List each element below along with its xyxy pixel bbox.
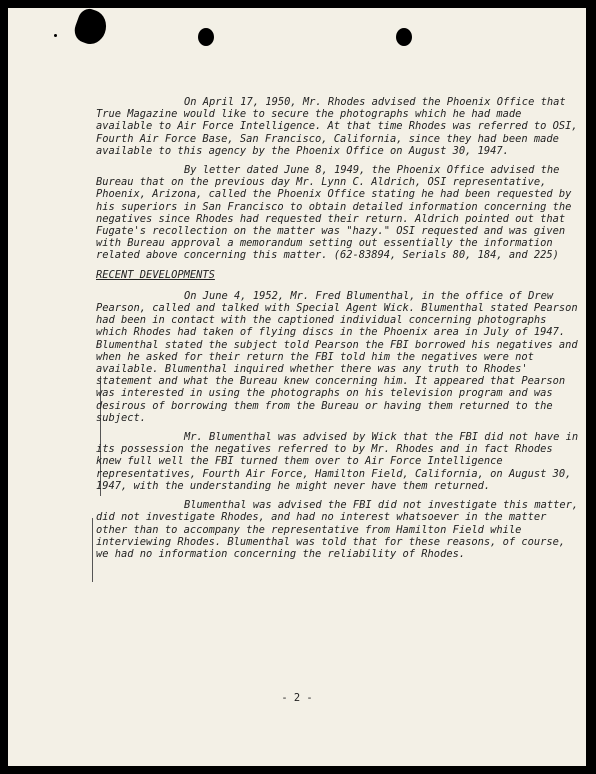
paragraph-june-1952: On June 4, 1952, Mr. Fred Blumenthal, in the office of Drew Pearson, called and talked with Special Agent Wick. Blumenthal stated Pearson had been in contact with the captioned individual concerning photographs which Rhodes had taken of flying discs in the Phoenix area in July of 1947. Blumenthal stated the subject told Pearson the FBI borrowed his negatives and when he asked for their return the FBI told him the negatives were not available. Blumenthal inquired whether there was any truth to Rhodes' statement and what the Bureau knew concerning him. It appeared that Pearson was interested in using the photographs on his television program and was desirous of borrowing them from the Bureau or having them returned to the subject.: [96, 289, 578, 424]
document-page: [8, 8, 586, 766]
section-heading: RECENT DEVELOPMENTS: [96, 268, 215, 281]
paragraph-june-1949: By letter dated June 8, 1949, the Phoenix Office advised the Bureau that on the previous day Mr. Lynn C. Aldrich, OSI representative, Phoenix, Arizona, called the Phoenix Office stating he had been requested by his superiors in San Francisco to obtain detailed information concerning the negatives since Rhodes had requested their return. Aldrich pointed out that Fugate's recollection on the matter was "hazy." OSI requested and was given with Bureau approval a memorandum setting out essentially the information related above concerning this matter. (62-83894, Serials 80, 184, and 225): [96, 164, 572, 262]
margin-mark: [92, 518, 93, 582]
ink-blot: [71, 8, 111, 48]
body-text: [96, 96, 580, 567]
ink-speck: [54, 34, 57, 37]
page-number: - 2 -: [281, 692, 313, 704]
paragraph-wick-advised: Mr. Blumenthal was advised by Wick that the FBI did not have in its possession the negatives referred to by Mr. Rhodes and in fact Rhodes knew full well the FBI turned them over to Air Force Intelligence representatives, Fourth Air Force, Hamilton Field, California, on August 30, 1947, with the understanding he might never have them returned.: [96, 431, 579, 492]
punch-hole-left: [198, 28, 214, 46]
punch-hole-right: [396, 28, 412, 46]
paragraph-no-investigation: Blumenthal was advised the FBI did not investigate this matter, did not investigate Rhodes, and had no interest whatsoever in the matter other than to accompany the representative from Hamilton Field while interviewing Rhodes. Blumenthal was told that for these reasons, of course, we had no information concerning the reliability of Rhodes.: [96, 499, 579, 560]
paragraph-april-1950: On April 17, 1950, Mr. Rhodes advised the Phoenix Office that True Magazine would like to secure the photographs which he had made available to Air Force Intelligence. At that time Rhodes was referred to OSI, Fourth Air Force Base, San Francisco, California, since they had been made available to this agency by the Phoenix Office on August 30, 1947.: [96, 96, 578, 157]
